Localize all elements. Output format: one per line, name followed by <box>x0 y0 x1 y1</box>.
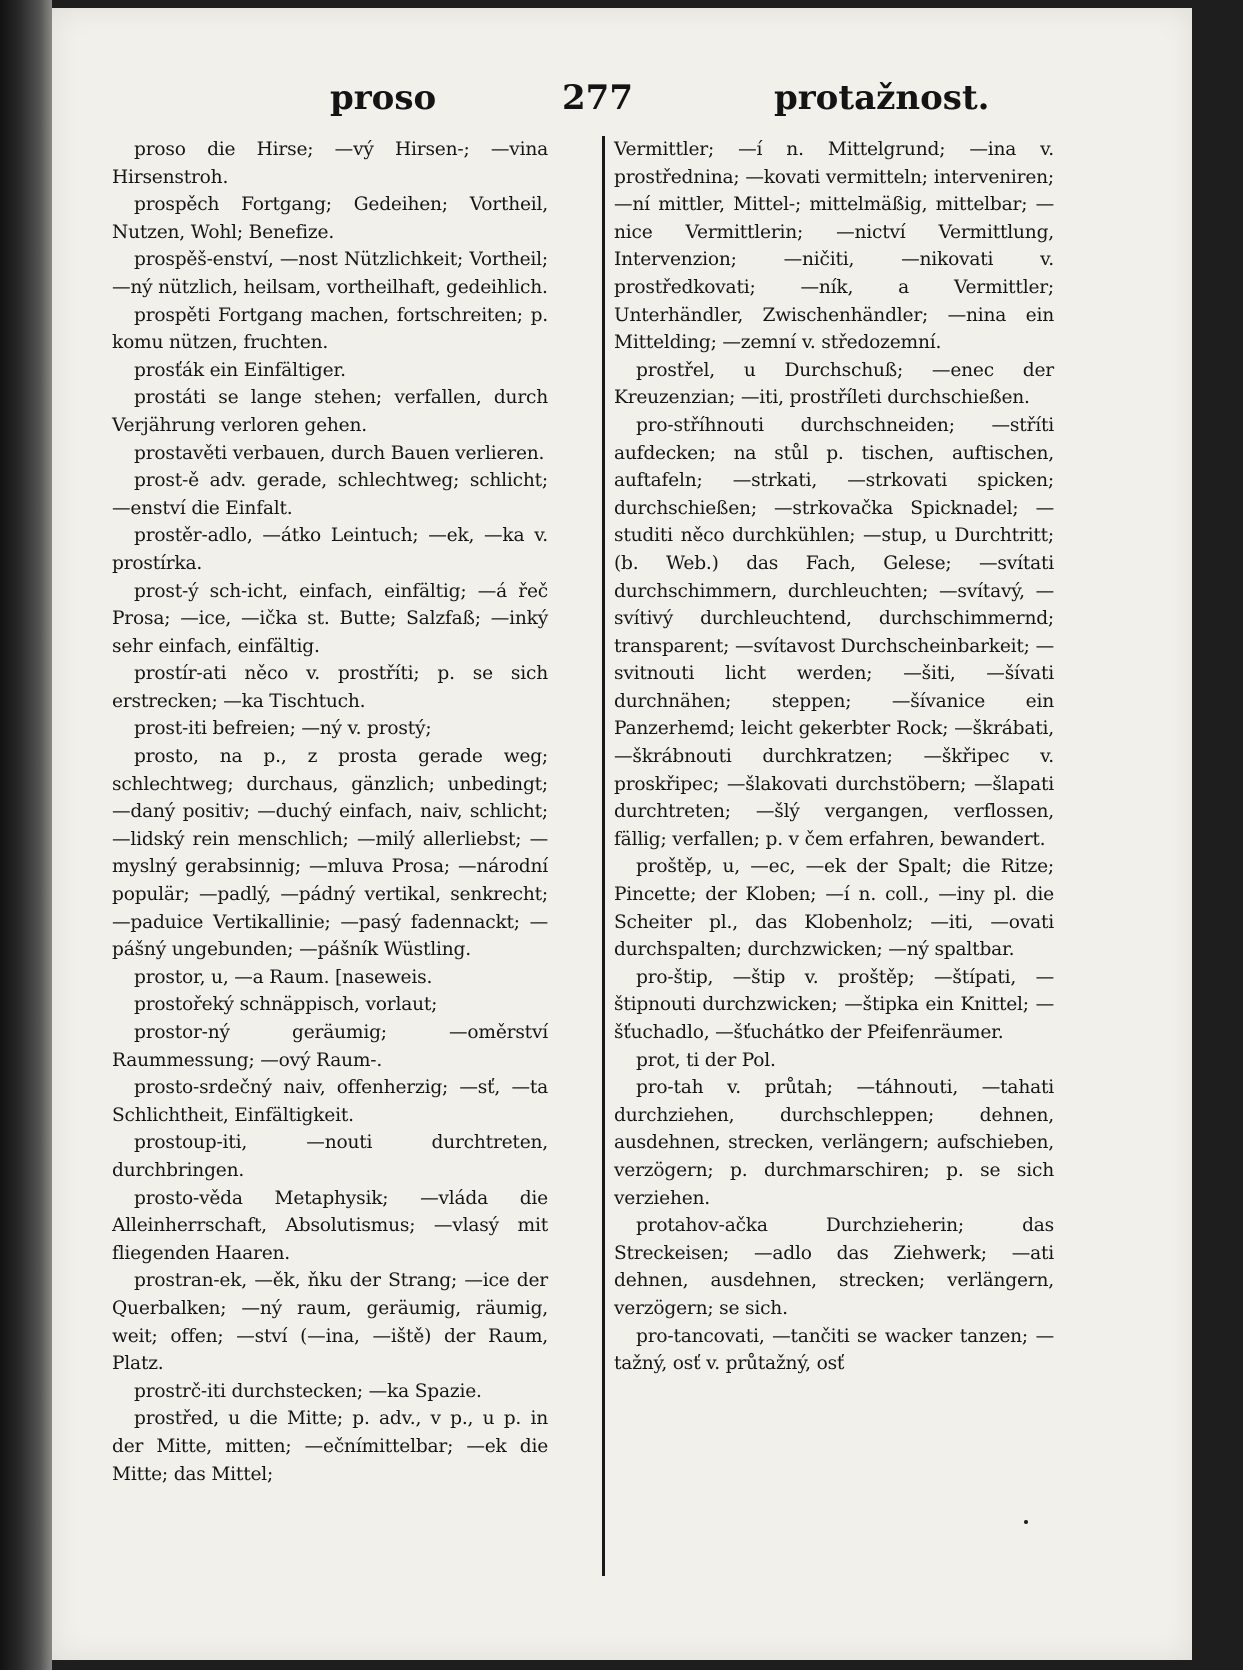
entry: prosto-srdečný naiv, offenherzig; —sť, —ta Schlichtheit, Einfältigkeit. <box>112 1077 548 1126</box>
entry: prostran-ek, —ěk, ňku der Strang; —ice der Querbalken; —ný raum, geräumig, räumig, weit; offen; —ství (—ina, —iště) der Raum, Platz. <box>112 1270 548 1375</box>
page-header <box>52 78 1192 128</box>
entry: prosto-věda Metaphysik; —vláda die Alleinherrschaft, Absolutismus; —vlasý mit fliegenden Haaren. <box>112 1187 548 1264</box>
entry: prospěš-enství, —nost Nützlichkeit; Vortheil; —ný nützlich, heilsam, vortheilhaft, gedeihlich. <box>112 249 548 298</box>
dictionary-page <box>52 8 1192 1660</box>
entry: prot, ti der Pol. <box>636 1049 776 1071</box>
header-right-guideword: protažnost. <box>774 78 990 118</box>
column-divider <box>602 136 605 1576</box>
entry: pro-štip, —štip v. proštěp; —štípati, —štipnouti durchzwicken; —štipka ein Knittel; —šťuchadlo, —šťuchátko der Pfeifenräumer. <box>614 966 1054 1043</box>
entry: prostěr-adlo, —átko Leintuch; —ek, —ka v. prostírka. <box>112 525 548 574</box>
entry: prost-ý sch-icht, einfach, einfältig; —á řeč Prosa; —ice, —ička st. Butte; Salzfaß; —inký sehr einfach, einfältig. <box>112 580 548 657</box>
entry: prostořeký schnäppisch, vorlaut; <box>134 994 438 1016</box>
entry: prostrč-iti durchstecken; —ka Spazie. <box>134 1380 482 1402</box>
header-left-guideword: proso <box>330 78 437 118</box>
print-speck <box>1024 1520 1028 1524</box>
entry: pro-stříhnouti durchschneiden; —stříti aufdecken; na stůl p. tischen, auftischen, auftafeln; —strkati, —strkovati spicken; durchschießen; —strkovačka Spicknadel; —studiti něco durchkühlen; —stup, u Durchtritt; (b. Web.) das Fach, Gelese; —svítati durchschimmern, durchleuchten; —svítavý, —svítivý durchleuchtend, durchschimmernd; transparent; —svítavost Durchscheinbarkeit; —svitnouti licht werden; —šiti, —šívati durchnähen; steppen; —šívanice ein Panzerhemd; leicht gekerbter Rock; —škrábati, —škrábnouti durchkratzen; —škřipec v. proskřipec; —šlakovati durchstöbern; —šlapati durchtreten; —šlý vergangen, verflossen, fällig; verfallen; p. v čem erfahren, bewandert. <box>614 414 1054 850</box>
entry: prostřel, u Durchschuß; —enec der Kreuzenzian; —iti, prostříleti durchschießen. <box>614 359 1054 409</box>
entry: prosťák ein Einfältiger. <box>134 359 346 381</box>
entry: pro-tancovati, —tančiti se wacker tanzen; —tažný, osť v. průtažný, osť <box>614 1325 1054 1375</box>
entry: prospěch Fortgang; Gedeihen; Vortheil, Nutzen, Wohl; Benefize. <box>112 194 548 243</box>
entry: prostavěti verbauen, durch Bauen verlieren. <box>134 442 545 464</box>
entry: prostřed, u die Mitte; p. adv., v p., u p. in der Mitte, mitten; —ečnímittelbar; —ek die Mitte; das Mittel; <box>112 1408 548 1485</box>
entry: prostoup-iti, —nouti durchtreten, durchbringen. <box>112 1132 548 1181</box>
right-column <box>614 136 1054 1378</box>
book-gutter-edge <box>0 0 52 1670</box>
entry: prospěti Fortgang machen, fortschreiten; p. komu nützen, fruchten. <box>112 304 548 354</box>
entry: prosto, na p., z prosta gerade weg; schlechtweg; durchaus, gänzlich; unbedingt; —daný positiv; —duchý einfach, naiv, schlicht; —lidský rein menschlich; —milý allerliebst; —myslný gerabsinnig; —mluva Prosa; —národní populär; —padlý, —pádný vertikal, senkrecht; —paduice Vertikallinie; —pasý fadennackt; —pášný ungebunden; —pášník Wüstling. <box>112 746 548 961</box>
entry: prostor-ný geräumig; —oměrství Raummessung; —ový Raum-. <box>112 1022 548 1071</box>
page-number: 277 <box>562 78 633 118</box>
entry: prostor, u, —a Raum. [naseweis. <box>134 966 433 988</box>
entry: proštěp, u, —ec, —ek der Spalt; die Ritze; Pincette; der Kloben; —í n. coll., —iny pl. die Scheiter pl., das Klobenholz; —iti, —ovati durchspalten; durchzwicken; —ný spaltbar. <box>614 856 1054 961</box>
left-column <box>112 136 548 1488</box>
entry-continuation: Vermittler; —í n. Mittelgrund; —ina v. prostřednina; —kovati vermitteln; interveniren; —ní mittler, Mittel-; mittelmäßig, mittelbar; —nice Vermittlerin; —nictví Vermittlung, Intervenzion; —ničiti, —nikovati v. prostředkovati; —ník, a Vermittler; Unterhändler, Zwischenhändler; —nina ein Mittelding; —zemní v. středozemní. <box>614 139 1054 354</box>
entry: proso die Hirse; —vý Hirsen-; —vina Hirsenstroh. <box>112 139 548 188</box>
entry: pro-tah v. průtah; —táhnouti, —tahati durchziehen, durchschleppen; dehnen, ausdehnen, strecken, verlängern; aufschieben, verzögern; p. durchmarschiren; p. se sich verziehen. <box>614 1077 1054 1209</box>
entry: prostír-ati něco v. prostříti; p. se sich erstrecken; —ka Tischtuch. <box>112 663 548 712</box>
entry: prost-ě adv. gerade, schlechtweg; schlicht; —enství die Einfalt. <box>112 470 548 519</box>
entry: protahov-ačka Durchzieherin; das Streckeisen; —adlo das Ziehwerk; —ati dehnen, ausdehnen, strecken; verlängern, verzögern; se sich. <box>614 1215 1054 1319</box>
entry: prost-iti befreien; —ný v. prostý; <box>134 718 432 740</box>
entry: prostáti se lange stehen; verfallen, durch Verjährung verloren gehen. <box>112 387 548 436</box>
